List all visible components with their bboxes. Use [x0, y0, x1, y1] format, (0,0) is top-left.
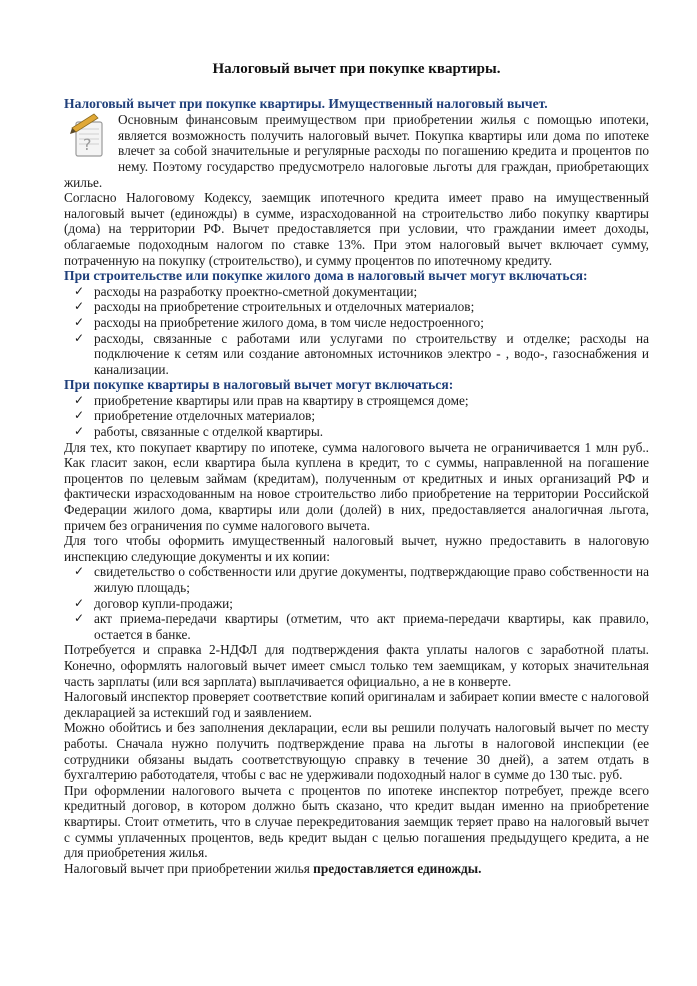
svg-text:?: ?	[83, 135, 92, 155]
final-emphasis: предоставляется единожды.	[313, 860, 482, 876]
list-item: ✓ приобретение отделочных материалов;	[74, 408, 316, 424]
documents-list	[64, 564, 649, 642]
list-item: ✓ расходы, связанные с работами или услугами по строительству и отделке; расходы на подключение к сетям или создание автономных источников электро - , водо-, газоснабжения и канализации.	[74, 330, 649, 377]
checkmark-icon: ✓	[74, 408, 85, 423]
checkmark-icon: ✓	[74, 283, 85, 298]
checkmark-icon: ✓	[74, 330, 85, 345]
intro-block	[64, 112, 649, 190]
document-title: Налоговый вычет при покупке квартиры.	[212, 61, 501, 77]
checkmark-icon: ✓	[74, 424, 85, 439]
section-subtitle: Налоговый вычет при покупке квартиры. Имущественный налоговый вычет.	[64, 95, 548, 111]
list-item: ✓ свидетельство о собственности или другие документы, подтверждающие право собственности на жилую площадь;	[74, 564, 649, 595]
checkmark-icon: ✓	[74, 392, 85, 407]
checkmark-icon: ✓	[74, 595, 85, 610]
build-heading: При строительстве или покупке жилого дома в налоговый вычет могут включаться:	[64, 268, 588, 284]
list-item: ✓ расходы на разработку проектно-сметной документации;	[74, 283, 418, 299]
tax-code-paragraph: Согласно Налоговому Кодексу, заемщик ипотечного кредита имеет право на имущественный налоговый вычет (единожды) в сумме, израсходованной на строительство либо покупку квартиры (дома) на территории РФ. Вычет предоставляется при условии, что граждании имеет доходы, облагаемые подоходным налогом по ставке 13%. При этом налоговый вычет включает сумму, потраченную на покупку (строительство), и сумму процентов по ипотечному кредиту.	[64, 190, 649, 268]
checkmark-icon: ✓	[74, 611, 85, 626]
work-paragraph: Можно обойтись и без заполнения декларации, если вы решили получать налоговый вычет по месту работы. Сначала нужно получить подтверждение права на льготы в налоговой инспекции (ее сотрудники обязаны выдать соответствующую справку в течение 30 дней), а затем отдать в бухгалтерию работодателя, чтобы с вас не удерживали подоходный налог в сумме до 130 тыс. руб.	[64, 720, 649, 783]
list-item: ✓ акт приема-передачи квартиры (отметим, что акт приема-передачи квартиры, как правило, остается в банке.	[74, 611, 649, 642]
list-item: ✓ приобретение квартиры или прав на квартиру в строящемся доме;	[74, 392, 469, 408]
list-item: ✓ расходы на приобретение жилого дома, в том числе недостроенного;	[74, 314, 484, 330]
documents-paragraph: Для того чтобы оформить имущественный налоговый вычет, нужно предоставить в налоговую инспекцию следующие документы и их копии:	[64, 533, 649, 564]
list-item: ✓ расходы на приобретение строительных и отделочных материалов;	[74, 299, 475, 315]
notepad-pencil-icon	[68, 112, 112, 162]
ndfl-paragraph: Потребуется и справка 2-НДФЛ для подтверждения факта уплаты налогов с заработной платы. Конечно, оформлять налоговый вычет имеет смысл только тем заемщикам, у которых значительная часть зарплаты (или вся зарплата) выплачивается официально, а не в конверте.	[64, 642, 649, 689]
checkmark-icon: ✓	[74, 299, 85, 314]
flat-heading: При покупке квартиры в налоговый вычет могут включаться:	[64, 377, 454, 393]
flat-list	[64, 393, 649, 440]
mortgage-paragraph: Для тех, кто покупает квартиру по ипотеке, сумма налогового вычета не ограничивается 1 млн руб.. Как гласит закон, если квартира была куплена в кредит, то с суммы, направленной на погашение процентов по целевым займам (кредитам), полученным от кредитных и иных организаций РФ и фактически израсходованным на новое строительство либо приобретение на территории Российской Федерации жилого дома, квартиры или доли (долей) в них, предоставляется аналогичная льгота, причем без ограничения по сумме налогового вычета.	[64, 439, 649, 533]
inspector-paragraph: Налоговый инспектор проверяет соответствие копий оригиналам и забирает копии вместе с налоговой декларацией за истекший год и заявлением.	[64, 689, 649, 720]
build-list	[64, 284, 649, 378]
document-page	[64, 62, 649, 876]
interest-paragraph: При оформлении налогового вычета с процентов по ипотеке инспектор потребует, прежде всего кредитный договор, в котором должно быть сказано, что кредит выдан именно на приобретение квартиры. Стоит отметить, что в случае перекредитования заемщик теряет право на налоговый вычет с суммы уплаченных процентов, ведь кредит выдан с целью погашения предыдущего кредита, а не для приобретения жилья.	[64, 782, 649, 861]
checkmark-icon: ✓	[74, 564, 85, 579]
list-item: ✓ работы, связанные с отделкой квартиры.	[74, 424, 324, 440]
intro-paragraph: Основным финансовым преимуществом при приобретении жилья с помощью ипотеки, является возможность получить налоговый вычет. Покупка квартиры или дома по ипотеке влечет за собой значительные и регулярные расходы по погашению кредита и процентов по нему. Поэтому государство предусмотрело налоговые льготы для граждан, приобретающих жилье.	[64, 112, 649, 190]
checkmark-icon: ✓	[74, 314, 85, 329]
list-item: ✓ договор купли-продажи;	[74, 595, 233, 611]
final-paragraph: Налоговый вычет при приобретении жилья предоставляется единожды.	[64, 860, 482, 876]
